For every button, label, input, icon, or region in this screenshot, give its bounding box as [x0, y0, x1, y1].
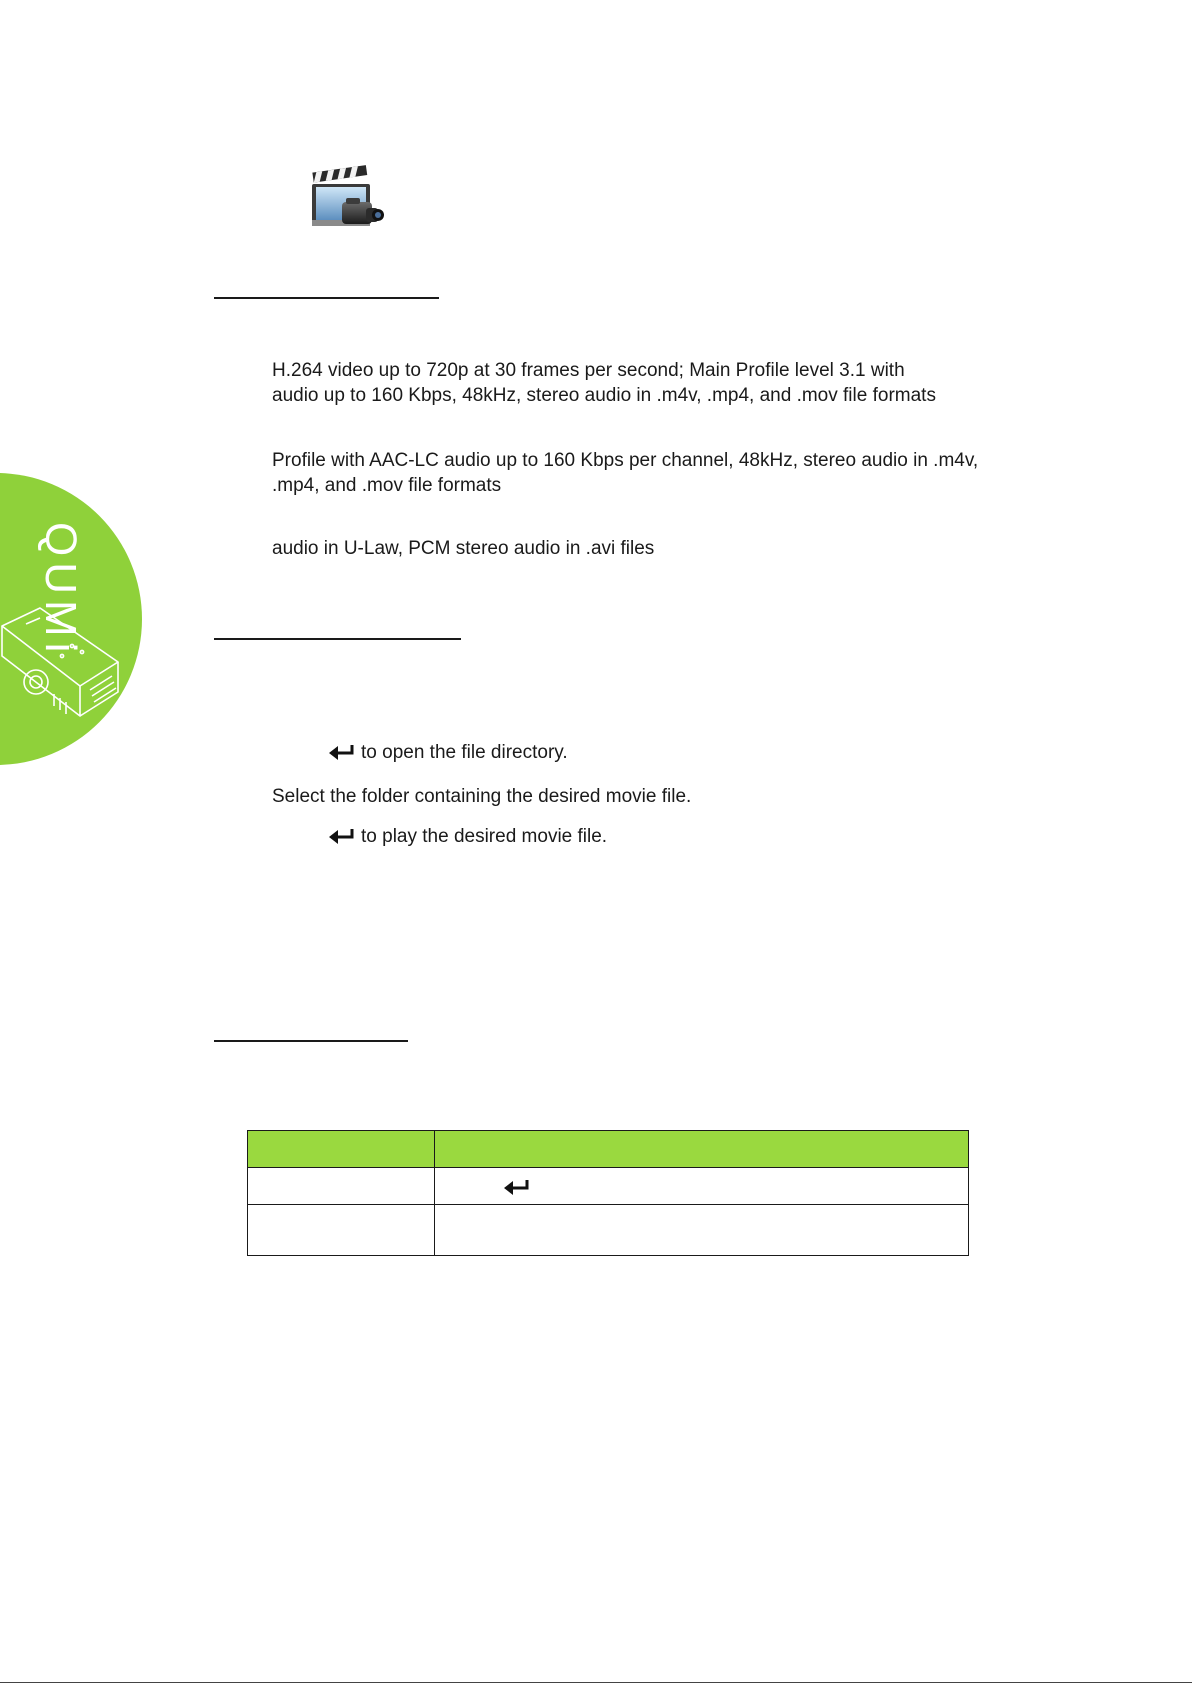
brand-wordmark: QUMi — [36, 522, 85, 659]
table-cell — [248, 1168, 435, 1205]
table-header-row — [248, 1131, 969, 1168]
page-bottom-rule — [0, 1682, 1192, 1683]
table-row — [248, 1168, 969, 1205]
section-underline-supported-formats — [214, 297, 439, 299]
table-header-cell-2 — [435, 1131, 969, 1168]
format-h264-line1: H.264 video up to 720p at 30 frames per second; Main Profile level 3.1 with — [272, 360, 905, 381]
section-underline-playing-movie — [214, 638, 461, 640]
step-select-folder: Select the folder containing the desired movie file. — [272, 786, 692, 807]
projector-illustration-icon — [0, 606, 120, 734]
step-play-movie — [328, 825, 607, 849]
step-play-text: to play the desired movie file. — [361, 826, 608, 847]
section-underline-controls — [214, 1040, 408, 1042]
table-cell — [435, 1168, 969, 1205]
enter-key-icon — [328, 744, 356, 760]
table-header-cell-1 — [248, 1131, 435, 1168]
format-h264-line2: audio up to 160 Kbps, 48kHz, stereo audio in .m4v, .mp4, and .mov file formats — [272, 385, 936, 406]
movie-clapper-camcorder-icon — [308, 164, 386, 234]
step-open-text: to open the file directory. — [361, 742, 568, 763]
format-mpeg4-line2: .mp4, and .mov file formats — [272, 475, 502, 496]
format-mpeg4-line1: Profile with AAC-LC audio up to 160 Kbps per channel, 48kHz, stereo audio in .m4v, — [272, 450, 979, 471]
enter-key-icon — [503, 1179, 531, 1195]
table-row — [248, 1205, 969, 1256]
format-mjpeg-line1: audio in U-Law, PCM stereo audio in .avi files — [272, 538, 655, 559]
step-open-directory — [328, 741, 568, 765]
table-cell — [435, 1205, 969, 1256]
table-cell — [248, 1205, 435, 1256]
enter-key-icon — [328, 828, 356, 844]
controls-table — [247, 1130, 969, 1256]
